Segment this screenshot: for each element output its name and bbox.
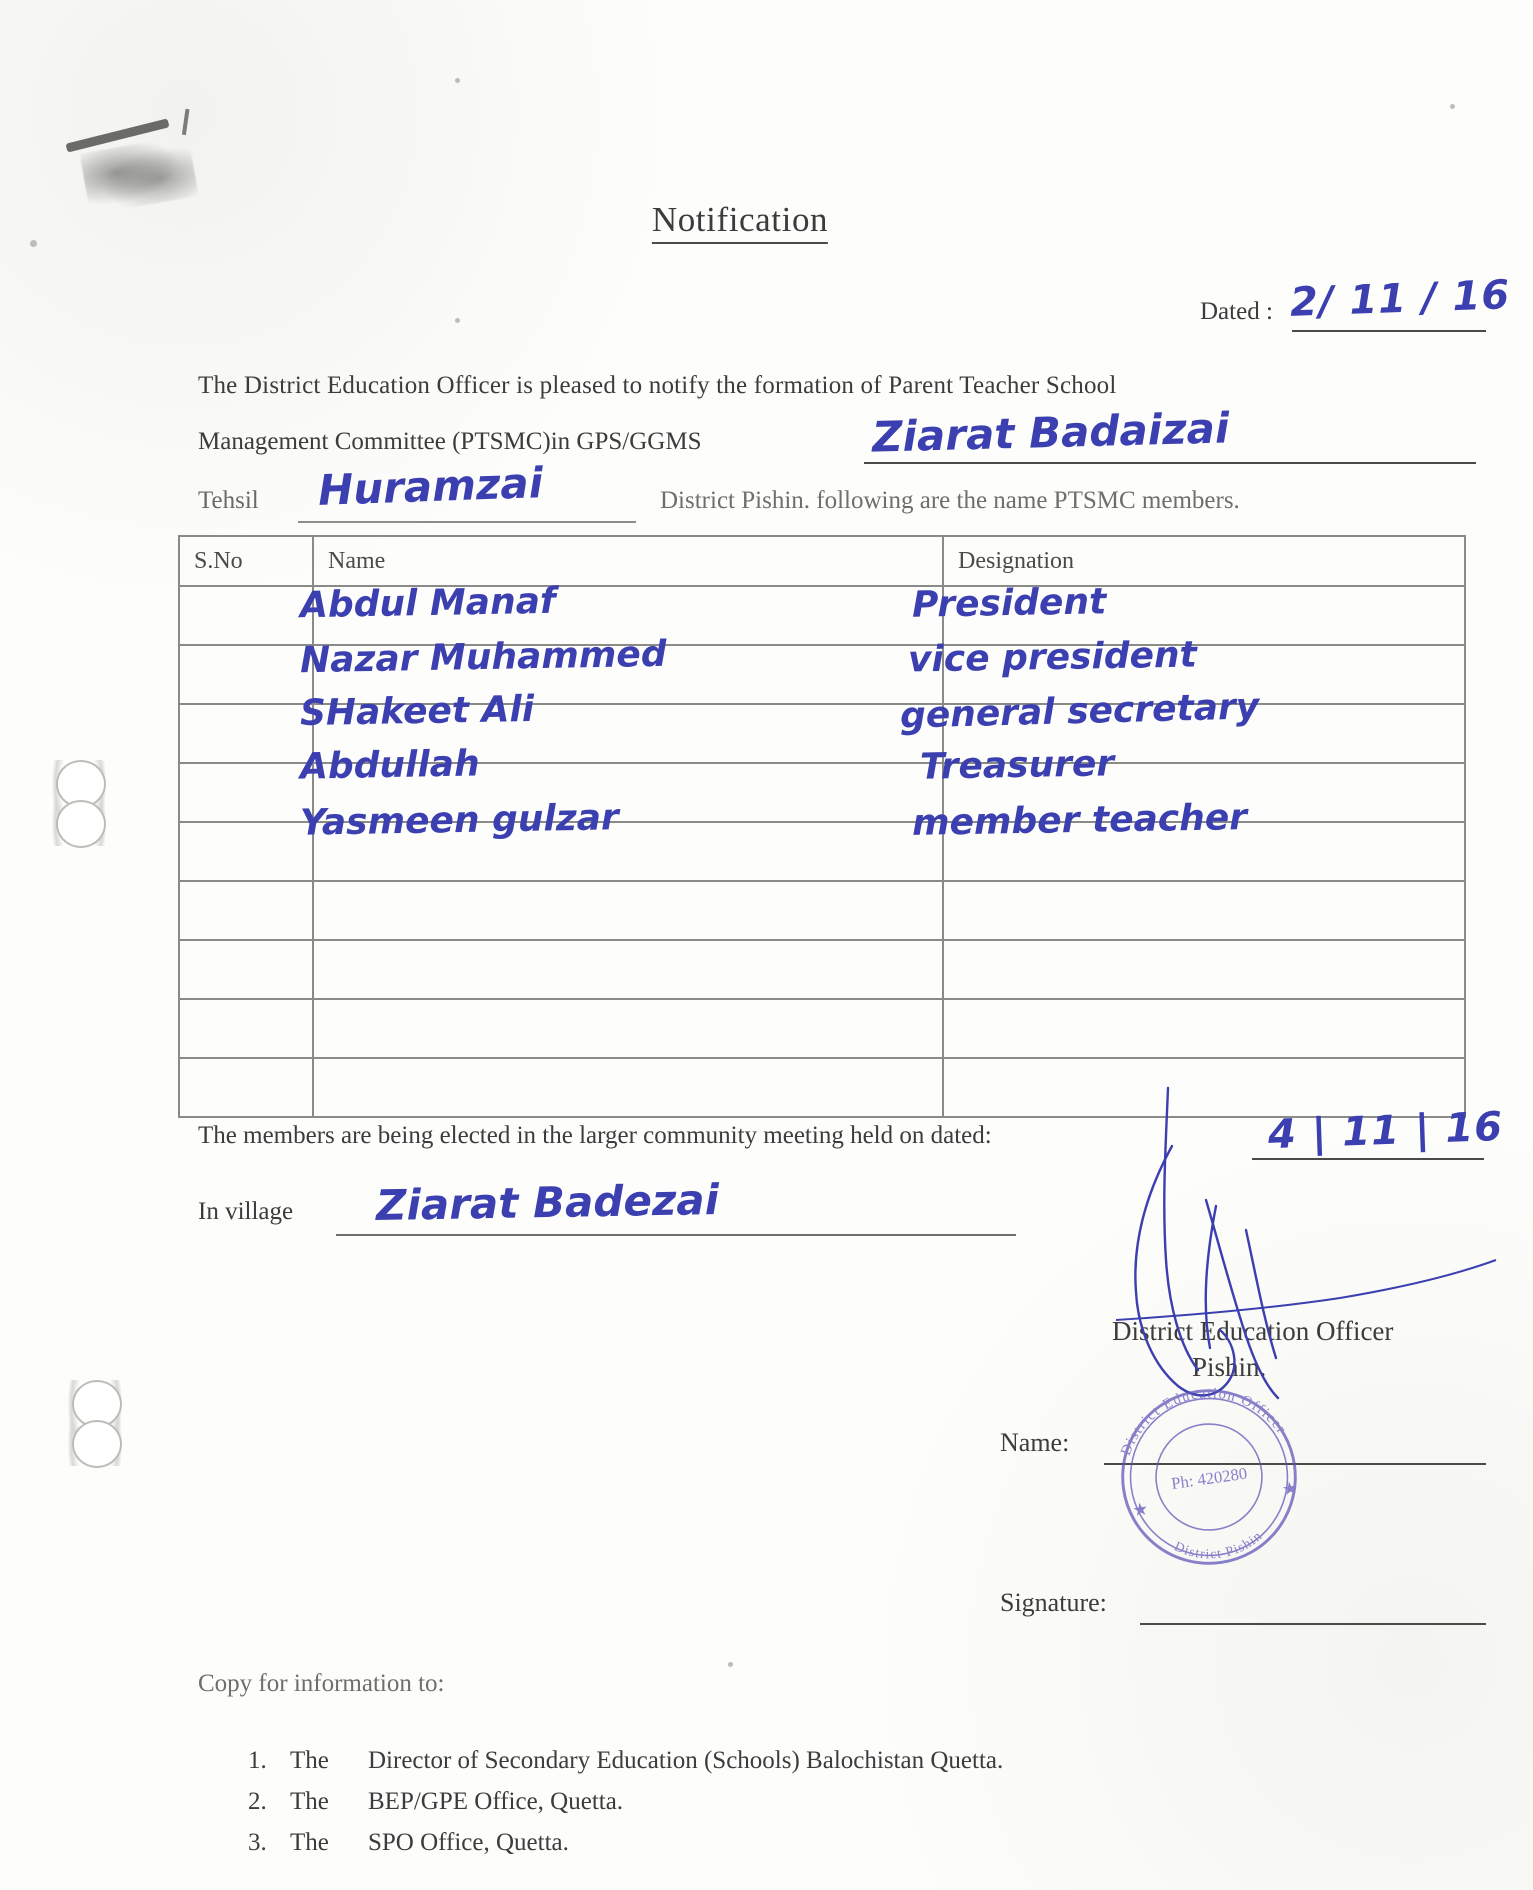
svg-text:District Pishin: District Pishin — [1172, 1527, 1266, 1562]
table-row — [179, 881, 1465, 940]
cell-sno — [179, 586, 313, 645]
member-designation-handwritten: Treasurer — [919, 743, 1115, 788]
officer-district: Pishin. — [1192, 1352, 1267, 1382]
cell-name — [313, 940, 943, 999]
table-header-designation: Designation — [943, 536, 1465, 586]
dated-rule — [1292, 330, 1486, 332]
member-name-handwritten: Nazar Muhammed — [299, 633, 667, 682]
svg-text:★: ★ — [1280, 1477, 1300, 1500]
official-stamp — [1100, 1376, 1318, 1578]
meeting-date-rule — [1252, 1158, 1484, 1160]
punch-hole-artifact — [68, 1380, 122, 1466]
school-name-rule — [864, 462, 1476, 464]
copy-information-label: Copy for information to: — [198, 1670, 445, 1697]
member-designation-handwritten: member teacher — [911, 797, 1248, 844]
cell-sno — [179, 940, 313, 999]
officer-title: District Education Officer — [1112, 1316, 1394, 1346]
table-header-name: Name — [313, 536, 943, 586]
district-line: District Pishin. following are the name PTSMC members. — [660, 487, 1240, 514]
village-value-handwritten: Ziarat Badezai — [375, 1175, 720, 1230]
list-item-text: Director of Secondary Education (Schools) Balochistan Quetta. — [368, 1747, 1004, 1774]
cell-designation — [943, 940, 1465, 999]
cell-sno — [179, 881, 313, 940]
member-name-handwritten: SHakeet Ali — [299, 688, 535, 735]
cell-designation — [943, 999, 1465, 1058]
tehsil-rule — [298, 521, 636, 523]
scan-speck — [728, 1662, 733, 1667]
dated-label: Dated : — [1200, 298, 1273, 325]
staple-mark-artifact — [54, 98, 220, 227]
list-item-the: The — [290, 1747, 329, 1774]
svg-text:District Education Officer: District Education Officer — [1117, 1385, 1290, 1458]
signature-rule — [1140, 1623, 1486, 1625]
member-designation-handwritten: President — [911, 581, 1107, 626]
list-item — [248, 1822, 1003, 1863]
list-item-number: 3. — [248, 1829, 267, 1856]
cell-sno — [179, 822, 313, 881]
page-title: Notification — [652, 200, 828, 244]
member-name-handwritten: Abdullah — [299, 743, 480, 788]
table-row — [179, 999, 1465, 1058]
list-item-text: BEP/GPE Office, Quetta. — [368, 1788, 624, 1815]
member-designation-handwritten: vice president — [907, 634, 1198, 681]
scan-speck — [1450, 104, 1455, 109]
list-item — [248, 1781, 1003, 1822]
list-item-the: The — [290, 1829, 329, 1856]
body-line-1: The District Education Officer is pleased to notify the formation of Parent Teacher School — [198, 372, 1117, 399]
meeting-date-handwritten: 4 | 11 | 16 — [1267, 1103, 1504, 1159]
body-line-2: Management Committee (PTSMC)in GPS/GGMS — [198, 428, 702, 455]
scan-speck — [455, 78, 460, 83]
copy-information-list — [248, 1740, 1003, 1863]
cell-sno — [179, 645, 313, 704]
punch-hole-artifact — [52, 760, 106, 846]
table-header-sno: S.No — [179, 536, 313, 586]
list-item-number: 1. — [248, 1747, 267, 1774]
signature-label: Signature: — [1000, 1588, 1107, 1617]
cell-name — [313, 999, 943, 1058]
member-name-handwritten: Abdul Manaf — [299, 580, 556, 627]
table-header-row — [179, 536, 1465, 586]
elected-statement: The members are being elected in the larger community meeting held on dated: — [198, 1122, 992, 1149]
table-row — [179, 1058, 1465, 1117]
cell-sno — [179, 1058, 313, 1117]
cell-sno — [179, 704, 313, 763]
svg-text:Ph: 420280: Ph: 420280 — [1170, 1463, 1249, 1494]
member-designation-handwritten: general secretary — [899, 686, 1260, 737]
tehsil-value-handwritten: Huramzai — [317, 458, 544, 515]
name-label: Name: — [1000, 1428, 1070, 1457]
village-label: In village — [198, 1198, 294, 1225]
list-item-text: SPO Office, Quetta. — [368, 1829, 569, 1856]
name-rule — [1104, 1463, 1486, 1465]
list-item — [248, 1740, 1003, 1781]
svg-text:★: ★ — [1131, 1498, 1150, 1521]
tehsil-label: Tehsil — [198, 487, 259, 514]
cell-designation — [943, 881, 1465, 940]
table-row — [179, 940, 1465, 999]
scan-speck — [455, 318, 460, 323]
cell-sno — [179, 999, 313, 1058]
cell-sno — [179, 763, 313, 822]
cell-name — [313, 1058, 943, 1117]
school-name-handwritten: Ziarat Badaizai — [871, 403, 1230, 462]
list-item-the: The — [290, 1788, 329, 1815]
cell-name — [313, 881, 943, 940]
village-rule — [336, 1234, 1016, 1236]
scan-speck — [30, 240, 37, 247]
list-item-number: 2. — [248, 1788, 267, 1815]
dated-value-handwritten: 2/ 11 / 16 — [1289, 272, 1511, 326]
member-name-handwritten: Yasmeen gulzar — [299, 797, 620, 844]
